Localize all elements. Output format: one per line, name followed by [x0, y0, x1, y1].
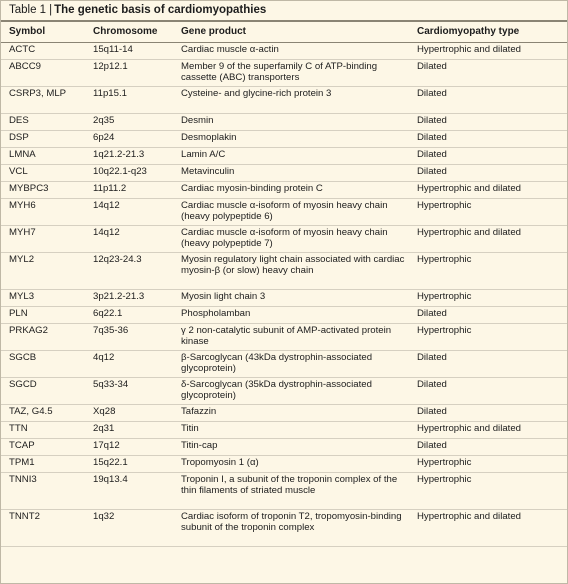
cell-chromosome: 2q31	[85, 422, 173, 439]
cell-symbol: TPM1	[1, 456, 85, 473]
cell-chromosome: 4q12	[85, 351, 173, 378]
cell-chromosome: 5q33-34	[85, 378, 173, 405]
cell-chromosome: 3p21.2-21.3	[85, 290, 173, 307]
cell-type: Hypertrophic	[409, 290, 567, 307]
cell-gene-product: Lamin A/C	[173, 148, 409, 165]
table-row	[1, 165, 567, 182]
cell-chromosome: 6q22.1	[85, 307, 173, 324]
header-gene-product: Gene product	[173, 22, 409, 43]
header-symbol: Symbol	[1, 22, 85, 43]
table-row	[1, 253, 567, 290]
cell-chromosome: 2q35	[85, 114, 173, 131]
cell-symbol: MYH6	[1, 199, 85, 226]
cell-gene-product: Tafazzin	[173, 405, 409, 422]
cell-symbol: ABCC9	[1, 60, 85, 87]
cell-type: Hypertrophic and dilated	[409, 422, 567, 439]
cell-type: Hypertrophic and dilated	[409, 226, 567, 253]
cell-chromosome: 11p15.1	[85, 87, 173, 114]
table-row	[1, 43, 567, 60]
cell-chromosome: 14q12	[85, 199, 173, 226]
cell-type: Dilated	[409, 60, 567, 87]
cell-gene-product: Phospholamban	[173, 307, 409, 324]
table-title: The genetic basis of cardiomyopathies	[54, 4, 267, 16]
cell-gene-product: Metavinculin	[173, 165, 409, 182]
cell-symbol: DES	[1, 114, 85, 131]
cell-gene-product: Cardiac muscle α-isoform of myosin heavy chain (heavy polypeptide 7)	[173, 226, 409, 253]
cell-symbol: MYL2	[1, 253, 85, 290]
table-row	[1, 182, 567, 199]
table-row	[1, 456, 567, 473]
table-row	[1, 114, 567, 131]
table-row	[1, 422, 567, 439]
cell-type: Dilated	[409, 405, 567, 422]
data-table	[1, 22, 567, 547]
cell-gene-product: Titin	[173, 422, 409, 439]
cell-chromosome: 1q21.2-21.3	[85, 148, 173, 165]
cell-type: Dilated	[409, 165, 567, 182]
table-row	[1, 439, 567, 456]
cell-gene-product: γ 2 non-catalytic subunit of AMP-activated protein kinase	[173, 324, 409, 351]
header-row	[1, 22, 567, 43]
cell-gene-product: Myosin light chain 3	[173, 290, 409, 307]
cell-symbol: SGCB	[1, 351, 85, 378]
table-number: Table 1	[9, 4, 47, 16]
cell-type: Hypertrophic and dilated	[409, 43, 567, 60]
cell-type: Dilated	[409, 378, 567, 405]
table-body	[1, 43, 567, 547]
cell-gene-product: Desmin	[173, 114, 409, 131]
cell-gene-product: δ-Sarcoglycan (35kDa dystrophin-associated glycoprotein)	[173, 378, 409, 405]
cell-chromosome: 12p12.1	[85, 60, 173, 87]
cell-gene-product: Troponin I, a subunit of the troponin complex of the thin filaments of striated muscle	[173, 473, 409, 510]
cell-symbol: MYBPC3	[1, 182, 85, 199]
cell-chromosome: 17q12	[85, 439, 173, 456]
table-row	[1, 199, 567, 226]
cell-chromosome: 12q23-24.3	[85, 253, 173, 290]
cell-gene-product: Myosin regulatory light chain associated with cardiac myosin-β (or slow) heavy chain	[173, 253, 409, 290]
cell-type: Hypertrophic and dilated	[409, 182, 567, 199]
cell-gene-product: Tropomyosin 1 (α)	[173, 456, 409, 473]
cell-symbol: PLN	[1, 307, 85, 324]
table-row	[1, 60, 567, 87]
cell-type: Dilated	[409, 148, 567, 165]
cell-symbol: TTN	[1, 422, 85, 439]
cell-type: Dilated	[409, 307, 567, 324]
header-cardiomyopathy-type: Cardiomyopathy type	[409, 22, 567, 43]
table-row	[1, 378, 567, 405]
table-row	[1, 307, 567, 324]
cell-symbol: TNNT2	[1, 510, 85, 547]
cell-gene-product: Desmoplakin	[173, 131, 409, 148]
cell-gene-product: Cardiac muscle α-actin	[173, 43, 409, 60]
cell-type: Dilated	[409, 131, 567, 148]
cell-chromosome: Xq28	[85, 405, 173, 422]
table-row	[1, 290, 567, 307]
cell-symbol: TNNI3	[1, 473, 85, 510]
cell-symbol: LMNA	[1, 148, 85, 165]
cell-chromosome: 15q11-14	[85, 43, 173, 60]
cell-type: Hypertrophic	[409, 473, 567, 510]
table-row	[1, 324, 567, 351]
table-row	[1, 226, 567, 253]
cell-chromosome: 6p24	[85, 131, 173, 148]
cell-gene-product: β-Sarcoglycan (43kDa dystrophin-associated glycoprotein)	[173, 351, 409, 378]
cell-chromosome: 11p11.2	[85, 182, 173, 199]
table-row	[1, 351, 567, 378]
cell-chromosome: 19q13.4	[85, 473, 173, 510]
cell-symbol: CSRP3, MLP	[1, 87, 85, 114]
cell-symbol: SGCD	[1, 378, 85, 405]
cell-gene-product: Member 9 of the superfamily C of ATP-binding cassette (ABC) transporters	[173, 60, 409, 87]
cell-type: Dilated	[409, 114, 567, 131]
cell-symbol: MYH7	[1, 226, 85, 253]
cell-chromosome: 14q12	[85, 226, 173, 253]
cell-symbol: ACTC	[1, 43, 85, 60]
cell-gene-product: Cardiac muscle α-isoform of myosin heavy chain (heavy polypeptide 6)	[173, 199, 409, 226]
caption-separator: |	[49, 4, 53, 16]
cell-type: Dilated	[409, 87, 567, 114]
cell-type: Hypertrophic	[409, 456, 567, 473]
table-row	[1, 148, 567, 165]
cell-symbol: TCAP	[1, 439, 85, 456]
cell-type: Hypertrophic and dilated	[409, 510, 567, 547]
cell-type: Hypertrophic	[409, 199, 567, 226]
cell-gene-product: Cardiac myosin-binding protein C	[173, 182, 409, 199]
cell-type: Dilated	[409, 351, 567, 378]
table-caption	[1, 1, 567, 22]
cell-chromosome: 15q22.1	[85, 456, 173, 473]
cell-symbol: PRKAG2	[1, 324, 85, 351]
table-row	[1, 405, 567, 422]
cell-gene-product: Cardiac isoform of troponin T2, tropomyosin-binding subunit of the troponin complex	[173, 510, 409, 547]
cell-chromosome: 1q32	[85, 510, 173, 547]
table-row	[1, 87, 567, 114]
table-row	[1, 473, 567, 510]
cell-type: Hypertrophic	[409, 253, 567, 290]
cell-type: Hypertrophic	[409, 324, 567, 351]
cell-symbol: TAZ, G4.5	[1, 405, 85, 422]
cell-gene-product: Cysteine- and glycine-rich protein 3	[173, 87, 409, 114]
table-row	[1, 131, 567, 148]
table-row	[1, 510, 567, 547]
cell-gene-product: Titin-cap	[173, 439, 409, 456]
cell-symbol: VCL	[1, 165, 85, 182]
header-chromosome: Chromosome	[85, 22, 173, 43]
cell-symbol: MYL3	[1, 290, 85, 307]
cell-type: Dilated	[409, 439, 567, 456]
cell-chromosome: 7q35-36	[85, 324, 173, 351]
cell-symbol: DSP	[1, 131, 85, 148]
cell-chromosome: 10q22.1-q23	[85, 165, 173, 182]
